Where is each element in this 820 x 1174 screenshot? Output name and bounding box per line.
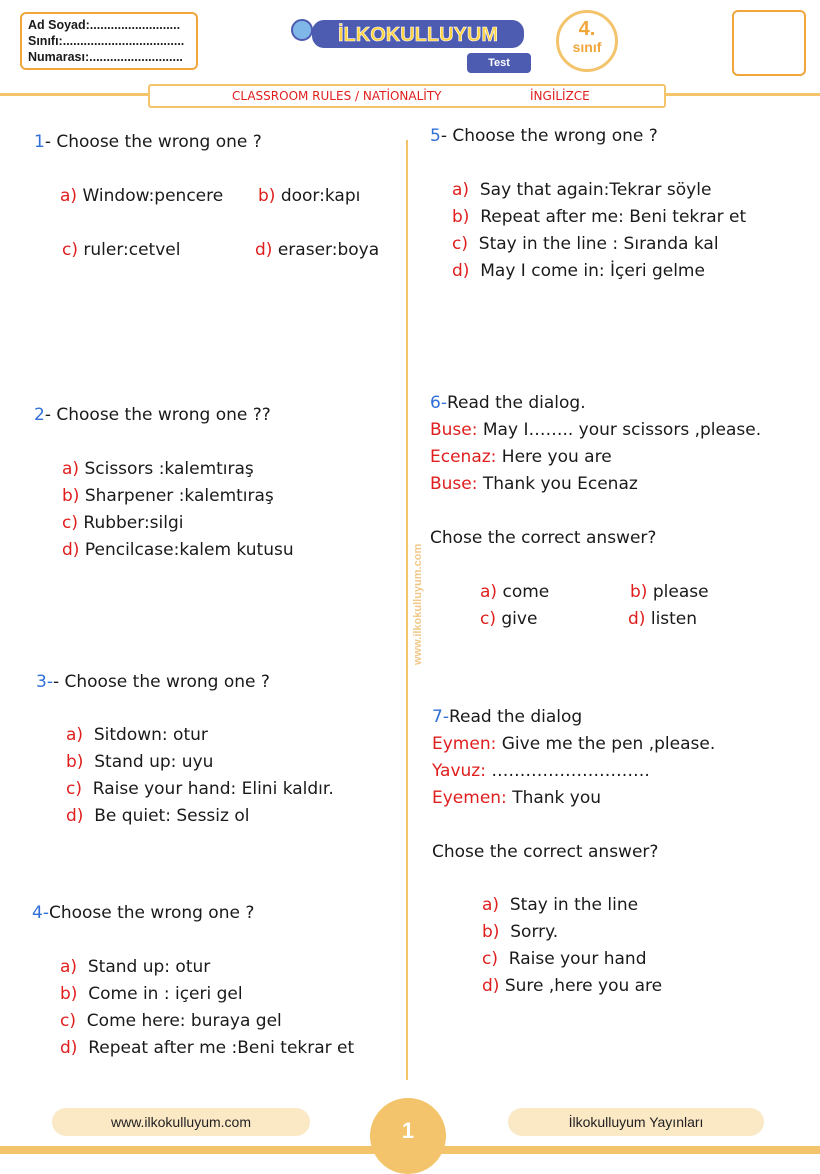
speaker: Eyemen: [432, 788, 507, 808]
grade-word: sınıf [572, 39, 602, 55]
question-number: 2 [34, 405, 45, 425]
name-field[interactable]: Ad Soyad:.......................... [28, 18, 181, 32]
question-text: - Choose the wrong one ? [440, 126, 658, 146]
q6-option-d[interactable]: d) listen [628, 609, 698, 629]
question-6 [430, 392, 586, 414]
speaker: Buse: [430, 420, 478, 440]
question-2 [34, 404, 271, 426]
q3-option-d[interactable]: d) Be quiet: Sessiz ol [66, 806, 250, 826]
subject-title: İNGİLİZCE [530, 89, 590, 103]
question-number: 5 [430, 126, 441, 146]
q2-option-c[interactable]: c) Rubber:silgi [62, 513, 184, 533]
question-text: Read the dialog [448, 707, 583, 727]
q5-option-d[interactable]: d) May I come in: İçeri gelme [452, 261, 705, 281]
watermark: www.ilkokulluyum.com [412, 543, 424, 665]
q4-option-a[interactable]: a) Stand up: otur [60, 957, 211, 977]
speaker: Buse: [430, 474, 478, 494]
q1-option-c[interactable]: c) ruler:cetvel [62, 240, 181, 260]
grade-number: 4. [578, 18, 596, 40]
question-3 [36, 671, 270, 693]
q4-option-d[interactable]: d) Repeat after me :Beni tekrar et [60, 1038, 355, 1058]
question-number: 3- [36, 672, 53, 692]
class-field[interactable]: Sınıfı:................................... [28, 34, 185, 48]
q3-option-b[interactable]: b) Stand up: uyu [66, 752, 214, 772]
q4-option-b[interactable]: b) Come in : içeri gel [60, 984, 243, 1004]
q2-option-a[interactable]: a) Scissors :kalemtıraş [62, 459, 254, 479]
footer-website[interactable]: www.ilkokulluyum.com [52, 1108, 310, 1136]
footer-publisher: İlkokulluyum Yayınları [508, 1108, 764, 1136]
question-text: Choose the wrong one ? [48, 903, 255, 923]
topic-bar [148, 84, 666, 108]
q6-option-b[interactable]: b) please [630, 582, 709, 602]
speaker: Eymen: [432, 734, 497, 754]
dialog-line: Buse: May I…….. your scissors ,please. [430, 420, 762, 440]
q3-option-c[interactable]: c) Raise your hand: Elini kaldır. [66, 779, 334, 799]
q6-option-c[interactable]: c) give [480, 609, 538, 629]
question-7 [432, 706, 582, 728]
q7-option-a[interactable]: a) Stay in the line [482, 895, 639, 915]
speaker: Ecenaz: [430, 447, 497, 467]
q7-option-d[interactable]: d) Sure ,here you are [482, 976, 663, 996]
question-number: 6- [430, 393, 447, 413]
q4-option-c[interactable]: c) Come here: buraya gel [60, 1011, 282, 1031]
page-number: 1 [401, 1118, 415, 1143]
pencil-mascot-icon [292, 20, 312, 40]
question-number: 1 [34, 132, 45, 152]
q1-option-d[interactable]: d) eraser:boya [255, 240, 380, 260]
q5-option-a[interactable]: a) Say that again:Tekrar söyle [452, 180, 712, 200]
q7-option-c[interactable]: c) Raise your hand [482, 949, 647, 969]
column-divider [406, 140, 408, 1080]
student-info-box [20, 12, 198, 70]
grade-badge [556, 10, 618, 72]
question-4 [32, 902, 254, 924]
question-number: 4- [32, 903, 49, 923]
q1-option-b[interactable]: b) door:kapı [258, 186, 361, 206]
speaker: Yavuz: [432, 761, 486, 781]
q2-option-b[interactable]: b) Sharpener :kalemtıraş [62, 486, 274, 506]
question-text: - Choose the wrong one ? [52, 672, 270, 692]
q3-option-a[interactable]: a) Sitdown: otur [66, 725, 208, 745]
q7-option-b[interactable]: b) Sorry. [482, 922, 559, 942]
dialog-line: Eyemen: Thank you [432, 788, 602, 808]
score-box[interactable] [732, 10, 806, 76]
logo [288, 12, 528, 56]
logo-text: İLKOKULLUYUM [338, 24, 498, 46]
dialog-line: Buse: Thank you Ecenaz [430, 474, 638, 494]
dialog-line: Eymen: Give me the pen ,please. [432, 734, 716, 754]
q2-option-d[interactable]: d) Pencilcase:kalem kutusu [62, 540, 294, 560]
question-text: Read the dialog. [446, 393, 586, 413]
question-text: - Choose the wrong one ?? [44, 405, 271, 425]
question-1 [34, 131, 262, 153]
dialog-line: Yavuz: ………………………. [432, 761, 650, 781]
topic-title: CLASSROOM RULES / NATİONALİTY [232, 89, 442, 103]
q6-option-a[interactable]: a) come [480, 582, 550, 602]
test-badge: Test [467, 53, 531, 73]
number-field[interactable]: Numarası:........................... [28, 50, 183, 64]
q5-option-c[interactable]: c) Stay in the line : Sıranda kal [452, 234, 719, 254]
question-5 [430, 125, 658, 147]
question-number: 7- [432, 707, 449, 727]
answer-prompt: Chose the correct answer? [432, 842, 659, 862]
q5-option-b[interactable]: b) Repeat after me: Beni tekrar et [452, 207, 747, 227]
answer-prompt: Chose the correct answer? [430, 528, 657, 548]
q1-option-a[interactable]: a) Window:pencere [60, 186, 224, 206]
dialog-line: Ecenaz: Here you are [430, 447, 612, 467]
question-text: - Choose the wrong one ? [44, 132, 262, 152]
